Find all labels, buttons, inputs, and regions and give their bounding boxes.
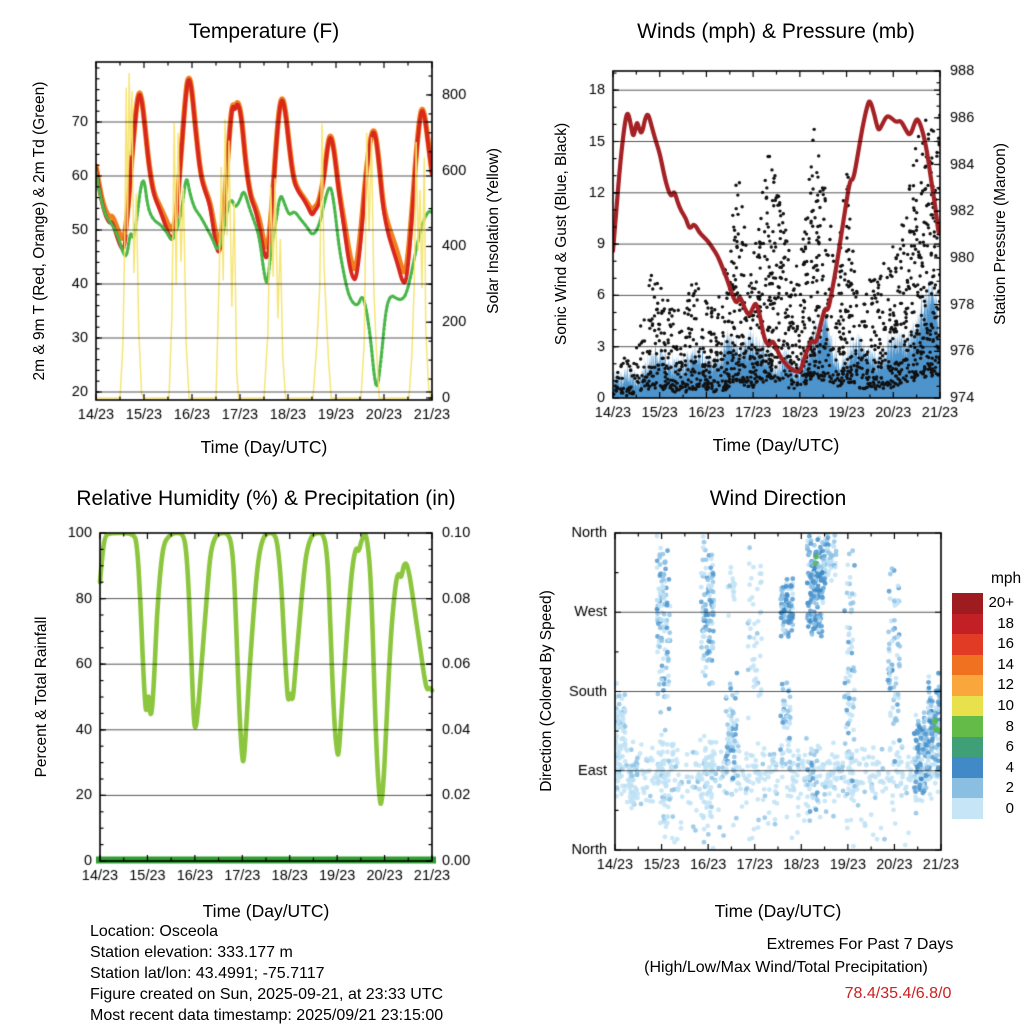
colorbar-tick-label: 6	[1005, 738, 1014, 756]
wind-direction-yaxis-left-label: Direction (Colored By Speed)	[538, 590, 555, 792]
temperature-panel-title: Temperature (F)	[188, 20, 340, 43]
colorbar-tick-label: 20+	[988, 594, 1014, 612]
colorbar-title: mph	[991, 570, 1022, 587]
wind-direction-panel-title: Wind Direction	[709, 487, 847, 510]
colorbar-tick-label: 14	[997, 655, 1014, 673]
colorbar-tick-label: 10	[997, 697, 1014, 714]
winds-xaxis-label: Time (Day/UTC)	[712, 435, 840, 455]
temperature-yaxis-left-label: 2m & 9m T (Red, Orange) & 2m Td (Green)	[31, 81, 48, 381]
station-location: Location: Osceola	[90, 923, 219, 940]
winds-yaxis-right-label: Station Pressure (Maroon)	[992, 143, 1009, 325]
figure-created-timestamp: Figure created on Sun, 2025-09-21, at 23:33 UTC	[90, 986, 444, 1003]
extremes-subtitle: (High/Low/Max Wind/Total Precipitation)	[644, 959, 928, 976]
colorbar-tick-label: 4	[1005, 758, 1014, 776]
colorbar-tick-label: 2	[1005, 779, 1014, 797]
colorbar-tick-label: 18	[997, 614, 1014, 632]
colorbar-labels	[972, 593, 1018, 819]
station-elevation: Station elevation: 333.177 m	[90, 944, 293, 961]
most-recent-data-timestamp: Most recent data timestamp: 2025/09/21 23:15:00	[90, 1007, 444, 1024]
colorbar-tick-label: 12	[997, 676, 1014, 694]
wind-direction-xaxis-label: Time (Day/UTC)	[714, 901, 842, 921]
temperature-xaxis-label: Time (Day/UTC)	[200, 437, 328, 457]
winds-yaxis-left-label: Sonic Wind & Gust (Blue, Black)	[553, 122, 570, 346]
humidity-yaxis-left-label: Percent & Total Rainfall	[33, 616, 50, 778]
winds-pressure-panel-title: Winds (mph) & Pressure (mb)	[637, 20, 915, 43]
extremes-title: Extremes For Past 7 Days	[766, 936, 954, 953]
station-latlon: Station lat/lon: 43.4991; -75.7117	[90, 965, 325, 982]
temperature-yaxis-right-label: Solar Insolation (Yellow)	[485, 148, 502, 314]
colorbar-tick-label: 16	[997, 635, 1014, 653]
colorbar-tick-label: 0	[1005, 799, 1014, 817]
station-info-block	[90, 921, 443, 1024]
humidity-precip-panel-title: Relative Humidity (%) & Precipitation (in)	[76, 487, 456, 510]
humidity-xaxis-label: Time (Day/UTC)	[202, 901, 330, 921]
extremes-values: 78.4/35.4/6.8/0	[844, 985, 952, 1002]
colorbar-tick-label: 8	[1005, 717, 1014, 735]
